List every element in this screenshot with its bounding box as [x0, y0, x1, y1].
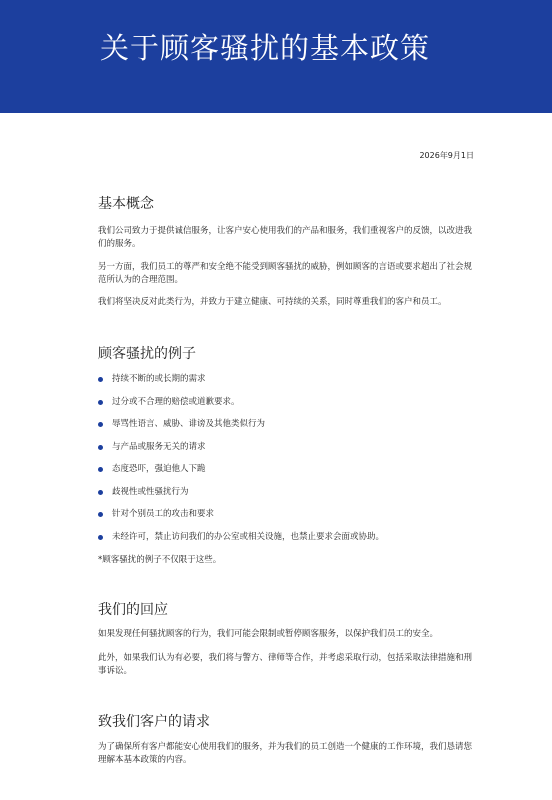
paragraph-text: 我们公司致力于提供诚信服务，让客户安心使用我们的产品和服务，我们重视客户的反馈，以改进我们的服务。 — [98, 226, 473, 249]
list-item-text: 与产品或服务无关的请求 — [112, 441, 206, 452]
paragraph-text: 此外，如果我们认为有必要，我们将与警方、律师等合作，并考虑采取行动，包括采取法律措施和刑事诉讼。 — [98, 653, 473, 676]
list-item-text: 过分或不合理的赔偿或道歉要求。 — [112, 396, 240, 407]
paragraph-text: 如果发现任何骚扰顾客的行为，我们可能会限制或暂停顾客服务，以保护我们员工的安全。 — [98, 629, 439, 639]
bullet-icon — [98, 445, 103, 450]
paragraph — [98, 652, 478, 678]
page-title: 关于顾客骚扰的基本政策 — [100, 31, 431, 65]
paragraph — [98, 225, 478, 251]
bullet-icon — [98, 490, 103, 495]
paragraph — [98, 261, 478, 287]
list-item — [98, 531, 478, 554]
list-item-text: 针对个别员工的攻击和要求 — [112, 509, 215, 519]
list-item-text: 未经许可，禁止访问我们的办公室或相关设施，也禁止要求会面或协助。 — [112, 531, 385, 542]
paragraph-text: 为了确保所有客户都能安心使用我们的服务，并为我们的员工创造一个健康的工作环境，我们恳请您理解本基本政策的内容。 — [98, 742, 473, 765]
list-item-text: 态度恐吓，强迫他人下跪 — [112, 464, 206, 474]
section-heading: 致我们客户的请求 — [98, 714, 210, 730]
list-item — [98, 418, 478, 441]
bullet-icon — [98, 512, 103, 517]
bullet-icon — [98, 467, 103, 472]
list-item — [98, 508, 478, 531]
list-item — [98, 486, 478, 509]
paragraph — [98, 628, 478, 641]
note-text: *顾客骚扰的例子不仅限于这些。 — [98, 555, 222, 565]
section-heading: 顾客骚扰的例子 — [98, 346, 196, 362]
section-basic-concept — [98, 193, 478, 213]
list-item — [98, 441, 478, 464]
section-heading: 基本概念 — [98, 196, 154, 212]
document-date: 2026年9月1日 — [419, 151, 474, 160]
examples-list — [98, 373, 478, 553]
paragraph-text: 另一方面，我们员工的尊严和安全绝不能受到顾客骚扰的威胁，例如顾客的言语或要求超出了社会规范所认为的合理范围。 — [98, 262, 473, 285]
paragraph-text: 我们将坚决反对此类行为，并致力于建立健康、可持续的关系，同时尊重我们的客户和员工。 — [98, 297, 447, 307]
header-banner — [0, 0, 552, 113]
examples-note — [98, 554, 478, 567]
list-item — [98, 463, 478, 486]
list-item-text: 持续不断的或长期的需求 — [112, 374, 206, 384]
list-item — [98, 396, 478, 419]
paragraph — [98, 741, 478, 767]
bullet-icon — [98, 400, 103, 405]
section-our-response — [98, 599, 478, 619]
section-harassment-examples — [98, 343, 478, 363]
section-heading: 我们的回应 — [98, 602, 168, 618]
paragraph — [98, 296, 478, 309]
list-item-text: 歧视性或性骚扰行为 — [112, 486, 189, 497]
bullet-icon — [98, 377, 103, 382]
list-item-text: 辱骂性语言、威胁、诽谤及其他类似行为 — [112, 419, 266, 429]
bullet-icon — [98, 422, 103, 427]
section-request-to-customers — [98, 711, 478, 731]
bullet-icon — [98, 535, 103, 540]
list-item — [98, 373, 478, 396]
